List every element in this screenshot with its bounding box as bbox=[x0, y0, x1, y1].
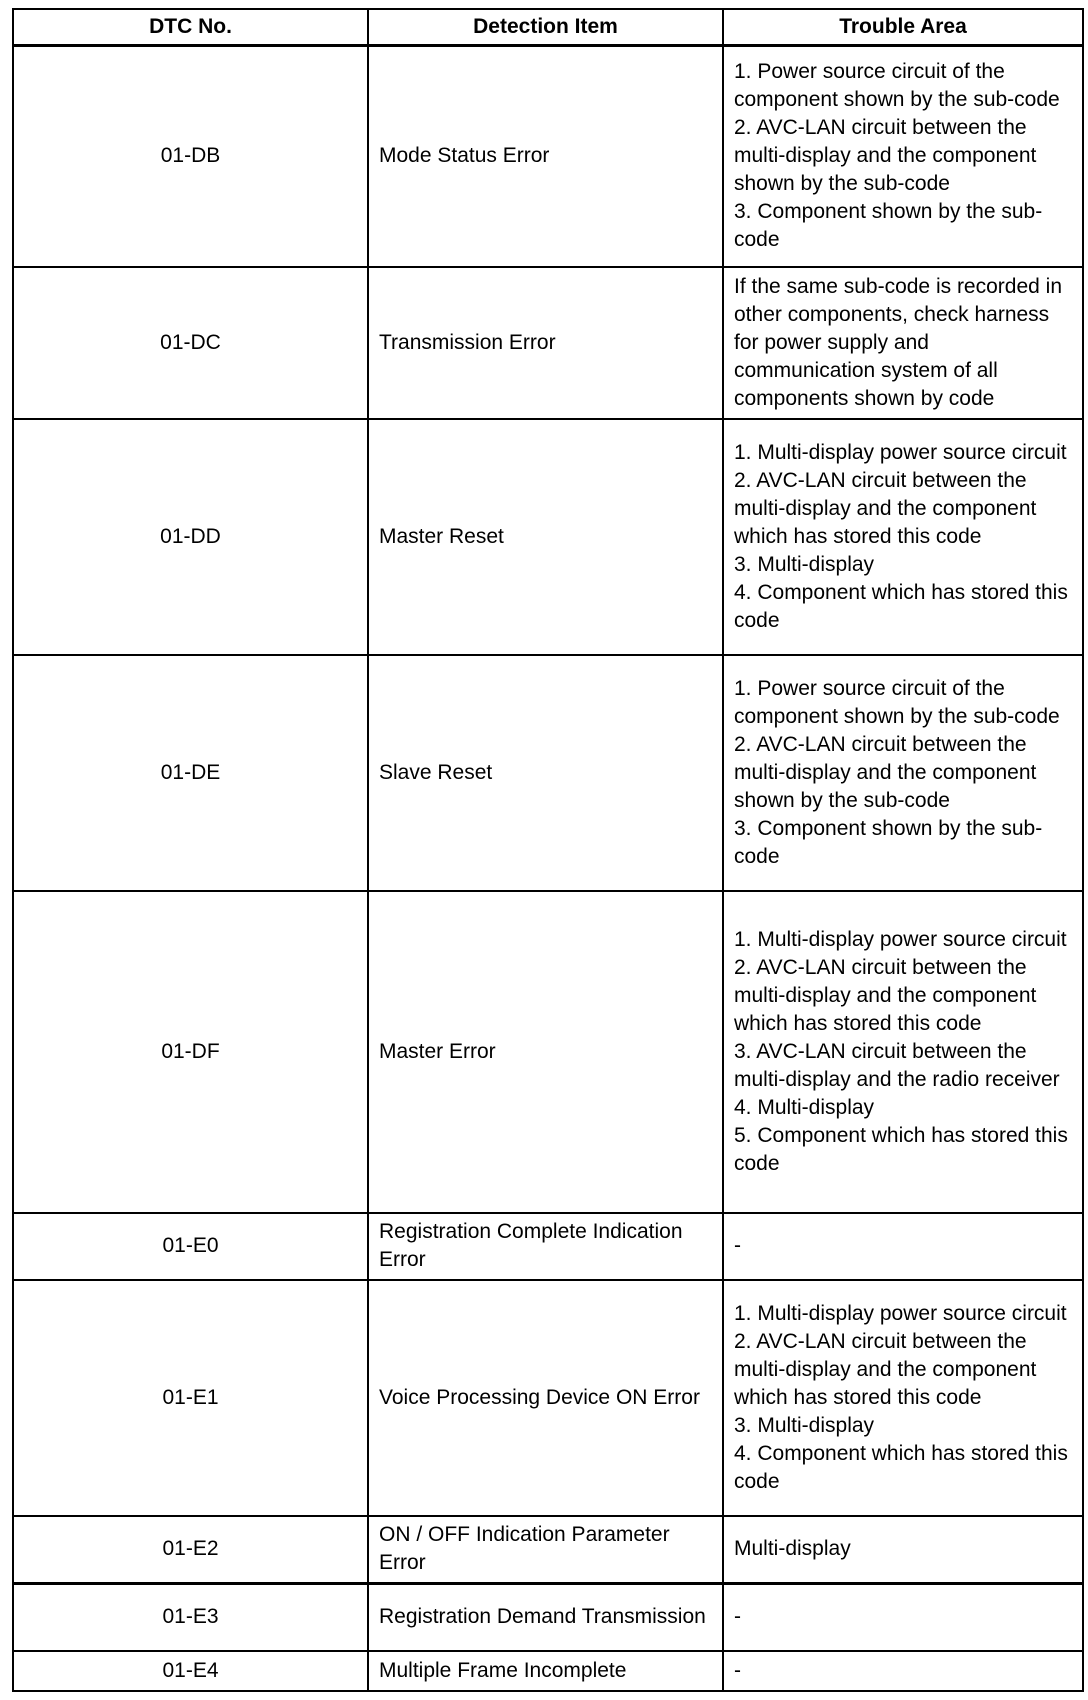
header-dtc-no: DTC No. bbox=[13, 9, 368, 46]
table-row bbox=[13, 46, 1083, 268]
table-row bbox=[13, 891, 1083, 1213]
dtc-cell: 01-E3 bbox=[13, 1584, 368, 1652]
trouble-area-cell: 1. Power source circuit of the component shown by the sub-code 2. AVC-LAN circuit between the multi-display and the component shown by the sub-code 3. Component shown by the sub-code bbox=[723, 46, 1083, 268]
trouble-area-cell: 1. Power source circuit of the component shown by the sub-code 2. AVC-LAN circuit between the multi-display and the component shown by the sub-code 3. Component shown by the sub-code bbox=[723, 655, 1083, 891]
trouble-area-cell: 1. Multi-display power source circuit 2. AVC-LAN circuit between the multi-display and the component which has stored this code 3. Multi-display 4. Component which has stored this code bbox=[723, 419, 1083, 655]
header-trouble-area: Trouble Area bbox=[723, 9, 1083, 46]
table-row bbox=[13, 1516, 1083, 1584]
detection-item-cell: Master Reset bbox=[368, 419, 723, 655]
table-row bbox=[13, 655, 1083, 891]
dtc-cell: 01-DB bbox=[13, 46, 368, 268]
dtc-cell: 01-E0 bbox=[13, 1213, 368, 1280]
dtc-table-container bbox=[12, 8, 1082, 1692]
trouble-area-cell: If the same sub-code is recorded in other components, check harness for power supply and communication system of all components shown by code bbox=[723, 267, 1083, 419]
detection-item-cell: Slave Reset bbox=[368, 655, 723, 891]
dtc-cell: 01-E1 bbox=[13, 1280, 368, 1516]
table-row bbox=[13, 267, 1083, 419]
trouble-area-cell: - bbox=[723, 1584, 1083, 1652]
dtc-cell: 01-DE bbox=[13, 655, 368, 891]
detection-item-cell: Master Error bbox=[368, 891, 723, 1213]
detection-item-cell: Voice Processing Device ON Error bbox=[368, 1280, 723, 1516]
trouble-area-cell: 1. Multi-display power source circuit 2. AVC-LAN circuit between the multi-display and the component which has stored this code 3. Multi-display 4. Component which has stored this code bbox=[723, 1280, 1083, 1516]
header-detection-item: Detection Item bbox=[368, 9, 723, 46]
detection-item-cell: Multiple Frame Incomplete bbox=[368, 1651, 723, 1691]
dtc-cell: 01-E2 bbox=[13, 1516, 368, 1584]
trouble-area-cell: Multi-display bbox=[723, 1516, 1083, 1584]
detection-item-cell: Registration Complete Indication Error bbox=[368, 1213, 723, 1280]
table-row bbox=[13, 1584, 1083, 1652]
table-row bbox=[13, 1651, 1083, 1691]
dtc-cell: 01-DD bbox=[13, 419, 368, 655]
trouble-area-cell: - bbox=[723, 1651, 1083, 1691]
table-row bbox=[13, 1280, 1083, 1516]
dtc-table bbox=[12, 8, 1084, 1692]
trouble-area-cell: 1. Multi-display power source circuit 2. AVC-LAN circuit between the multi-display and the component which has stored this code 3. AVC-LAN circuit between the multi-display and the radio receiver 4. Multi-display 5. Component which has stored this code bbox=[723, 891, 1083, 1213]
detection-item-cell: ON / OFF Indication Parameter Error bbox=[368, 1516, 723, 1584]
dtc-cell: 01-DF bbox=[13, 891, 368, 1213]
dtc-cell: 01-DC bbox=[13, 267, 368, 419]
detection-item-cell: Transmission Error bbox=[368, 267, 723, 419]
table-row bbox=[13, 1213, 1083, 1280]
table-header-row bbox=[13, 9, 1083, 46]
table-row bbox=[13, 419, 1083, 655]
detection-item-cell: Mode Status Error bbox=[368, 46, 723, 268]
detection-item-cell: Registration Demand Transmission bbox=[368, 1584, 723, 1652]
dtc-cell: 01-E4 bbox=[13, 1651, 368, 1691]
trouble-area-cell: - bbox=[723, 1213, 1083, 1280]
